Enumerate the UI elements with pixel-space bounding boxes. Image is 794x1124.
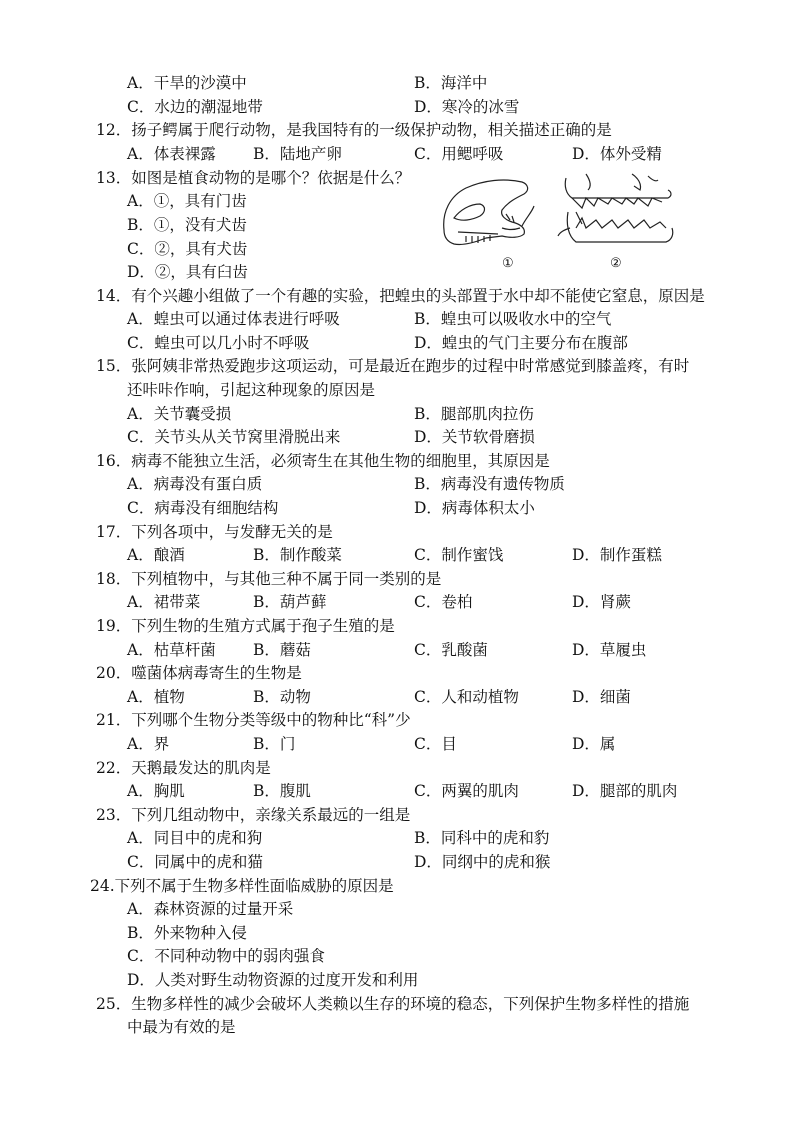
q25-stem-line-2 (0, 1016, 794, 1040)
q12-option-d: D．体外受精 (572, 145, 662, 163)
q24-option-d: D．人类对野生动物资源的过度开发和利用 (127, 971, 419, 989)
q17-options-row (0, 544, 794, 568)
q21-option-d: D．属 (572, 735, 616, 753)
q16-option-a: A．病毒没有蛋白质 (127, 475, 263, 493)
q24-option-b: B．外来物种入侵 (127, 924, 247, 942)
figure-label-1: ① (502, 256, 514, 271)
q22-option-b: B．腹肌 (253, 782, 311, 800)
q24-option-row-a (0, 898, 794, 922)
q23-option-c: C．同属中的虎和猫 (127, 853, 263, 871)
q16-option-b: B．病毒没有遗传物质 (414, 475, 565, 493)
q12-options-row (0, 143, 794, 167)
q23-stem: 23．下列几组动物中，亲缘关系最远的一组是 (96, 806, 411, 824)
q20-option-c: C．人和动植物 (414, 688, 519, 706)
q11-options-row-2 (0, 96, 794, 120)
q12-option-a: A．体表裸露 (127, 145, 216, 163)
q15-option-a: A．关节囊受损 (127, 405, 232, 423)
q21-option-c: C．目 (414, 735, 457, 753)
q15-stem-line-2 (0, 379, 794, 403)
q12-option-c: C．用鳃呼吸 (414, 145, 504, 163)
q12-stem-line (0, 119, 794, 143)
q23-options-row-2 (0, 851, 794, 875)
q11-option-d: D．寒冷的冰雪 (414, 98, 520, 116)
q24-stem: 24.下列不属于生物多样性面临威胁的原因是 (90, 877, 394, 895)
q21-options-row (0, 733, 794, 757)
q16-option-d: D．病毒体积太小 (414, 499, 535, 517)
q22-option-a: A．胸肌 (127, 782, 185, 800)
skull-drawings (436, 172, 686, 256)
q15-stem-line-1 (0, 355, 794, 379)
q16-option-c: C．病毒没有细胞结构 (127, 499, 279, 517)
skull-2-drawing (558, 174, 673, 242)
q14-option-d: D．蝗虫的气门主要分布在腹部 (414, 334, 628, 352)
q24-option-row-b (0, 922, 794, 946)
q17-option-b: B．制作酸菜 (253, 546, 342, 564)
q22-stem-line (0, 757, 794, 781)
q15-option-b: B．腿部肌肉拉伤 (414, 405, 534, 423)
q24-option-a: A．森林资源的过量开采 (127, 900, 294, 918)
q19-options-row (0, 639, 794, 663)
q13-option-d: D．②，具有臼齿 (127, 263, 248, 281)
q16-options-row-2 (0, 497, 794, 521)
q17-option-c: C．制作蜜饯 (414, 546, 504, 564)
q17-stem: 17．下列各项中，与发酵无关的是 (96, 523, 333, 541)
q14-option-b: B．蝗虫可以吸收水中的空气 (414, 310, 612, 328)
q17-stem-line (0, 521, 794, 545)
q20-option-d: D．细菌 (572, 688, 631, 706)
q13-option-b: B．①，没有犬齿 (127, 216, 247, 234)
q14-option-a: A．蝗虫可以通过体表进行呼吸 (127, 310, 340, 328)
q23-stem-line (0, 804, 794, 828)
q21-option-a: A．界 (127, 735, 170, 753)
q20-options-row (0, 686, 794, 710)
q11-options-row-1 (0, 72, 794, 96)
q23-option-b: B．同科中的虎和豹 (414, 829, 550, 847)
q19-stem: 19．下列生物的生殖方式属于孢子生殖的是 (96, 617, 395, 635)
q18-stem-line (0, 568, 794, 592)
q17-option-d: D．制作蛋糕 (572, 546, 662, 564)
q16-stem: 16．病毒不能独立生活，必须寄生在其他生物的细胞里，其原因是 (96, 452, 550, 470)
q11-option-b: B．海洋中 (414, 74, 488, 92)
q15-stem: 15．张阿姨非常热爱跑步这项运动，可是最近在跑步的过程中时常感觉到膝盖疼，有时 (96, 357, 690, 375)
q22-option-d: D．腿部的肌肉 (572, 782, 678, 800)
q16-stem-line (0, 450, 794, 474)
q16-options-row-1 (0, 473, 794, 497)
q23-option-a: A．同目中的虎和狗 (127, 829, 263, 847)
q12-option-b: B．陆地产卵 (253, 145, 342, 163)
q21-stem: 21．下列哪个生物分类等级中的物种比“科”少 (96, 711, 411, 729)
q13-option-c: C．②，具有犬齿 (127, 240, 248, 258)
q22-stem: 22．天鹅最发达的肌肉是 (96, 759, 271, 777)
q14-stem: 14．有个兴趣小组做了一个有趣的实验，把蝗虫的头部置于水中却不能使它窒息，原因是 (96, 287, 705, 305)
q25-stem: 25．生物多样性的减少会破坏人类赖以生存的环境的稳态，下列保护生物多样性的措施 (96, 995, 690, 1013)
q19-option-b: B．蘑菇 (253, 641, 311, 659)
skull-1-drawing (444, 180, 534, 245)
q20-stem: 20．噬菌体病毒寄生的生物是 (96, 664, 302, 682)
q18-option-a: A．裙带菜 (127, 593, 201, 611)
q18-option-d: D．肾蕨 (572, 593, 631, 611)
q11-option-a: A．干旱的沙漠中 (127, 74, 247, 92)
q12-stem: 12．扬子鳄属于爬行动物，是我国特有的一级保护动物，相关描述正确的是 (96, 121, 612, 139)
q14-options-row-1 (0, 308, 794, 332)
q14-stem-line (0, 285, 794, 309)
q24-option-c: C．不同种动物中的弱肉强食 (127, 947, 325, 965)
q15-option-d: D．关节软骨磨损 (414, 428, 535, 446)
q18-option-b: B．葫芦藓 (253, 593, 327, 611)
q20-option-b: B．动物 (253, 688, 311, 706)
q24-option-row-d (0, 969, 794, 993)
q23-options-row-1 (0, 827, 794, 851)
q19-stem-line (0, 615, 794, 639)
q19-option-c: C．乳酸菌 (414, 641, 488, 659)
q23-option-d: D．同纲中的虎和猴 (414, 853, 551, 871)
q24-stem-line (0, 875, 794, 899)
figure-label-2: ② (610, 256, 622, 271)
q15-stem-continued: 还咔咔作响，引起这种现象的原因是 (127, 381, 376, 399)
q15-options-row-1 (0, 403, 794, 427)
q15-options-row-2 (0, 426, 794, 450)
q20-stem-line (0, 662, 794, 686)
q15-option-c: C．关节头从关节窝里滑脱出来 (127, 428, 341, 446)
q18-options-row (0, 591, 794, 615)
q20-option-a: A．植物 (127, 688, 185, 706)
q19-option-a: A．枯草杆菌 (127, 641, 216, 659)
q21-option-b: B．门 (253, 735, 296, 753)
q22-options-row (0, 780, 794, 804)
q22-option-c: C．两翼的肌肉 (414, 782, 519, 800)
q13-stem: 13．如图是植食动物的是哪个？依据是什么？ (96, 169, 411, 187)
q24-option-row-c (0, 945, 794, 969)
q14-option-c: C．蝗虫可以几小时不呼吸 (127, 334, 310, 352)
q25-stem-line-1 (0, 993, 794, 1017)
q18-stem: 18．下列植物中，与其他三种不属于同一类别的是 (96, 570, 442, 588)
q13-option-a: A．①，具有门齿 (127, 192, 247, 210)
q11-option-c: C．水边的潮湿地带 (127, 98, 263, 116)
q25-stem-continued: 中最为有效的是 (127, 1018, 236, 1036)
q14-options-row-2 (0, 332, 794, 356)
q19-option-d: D．草履虫 (572, 641, 647, 659)
q18-option-c: C．卷柏 (414, 593, 473, 611)
q21-stem-line (0, 709, 794, 733)
q17-option-a: A．酿酒 (127, 546, 185, 564)
q13-skull-figure (436, 172, 686, 276)
